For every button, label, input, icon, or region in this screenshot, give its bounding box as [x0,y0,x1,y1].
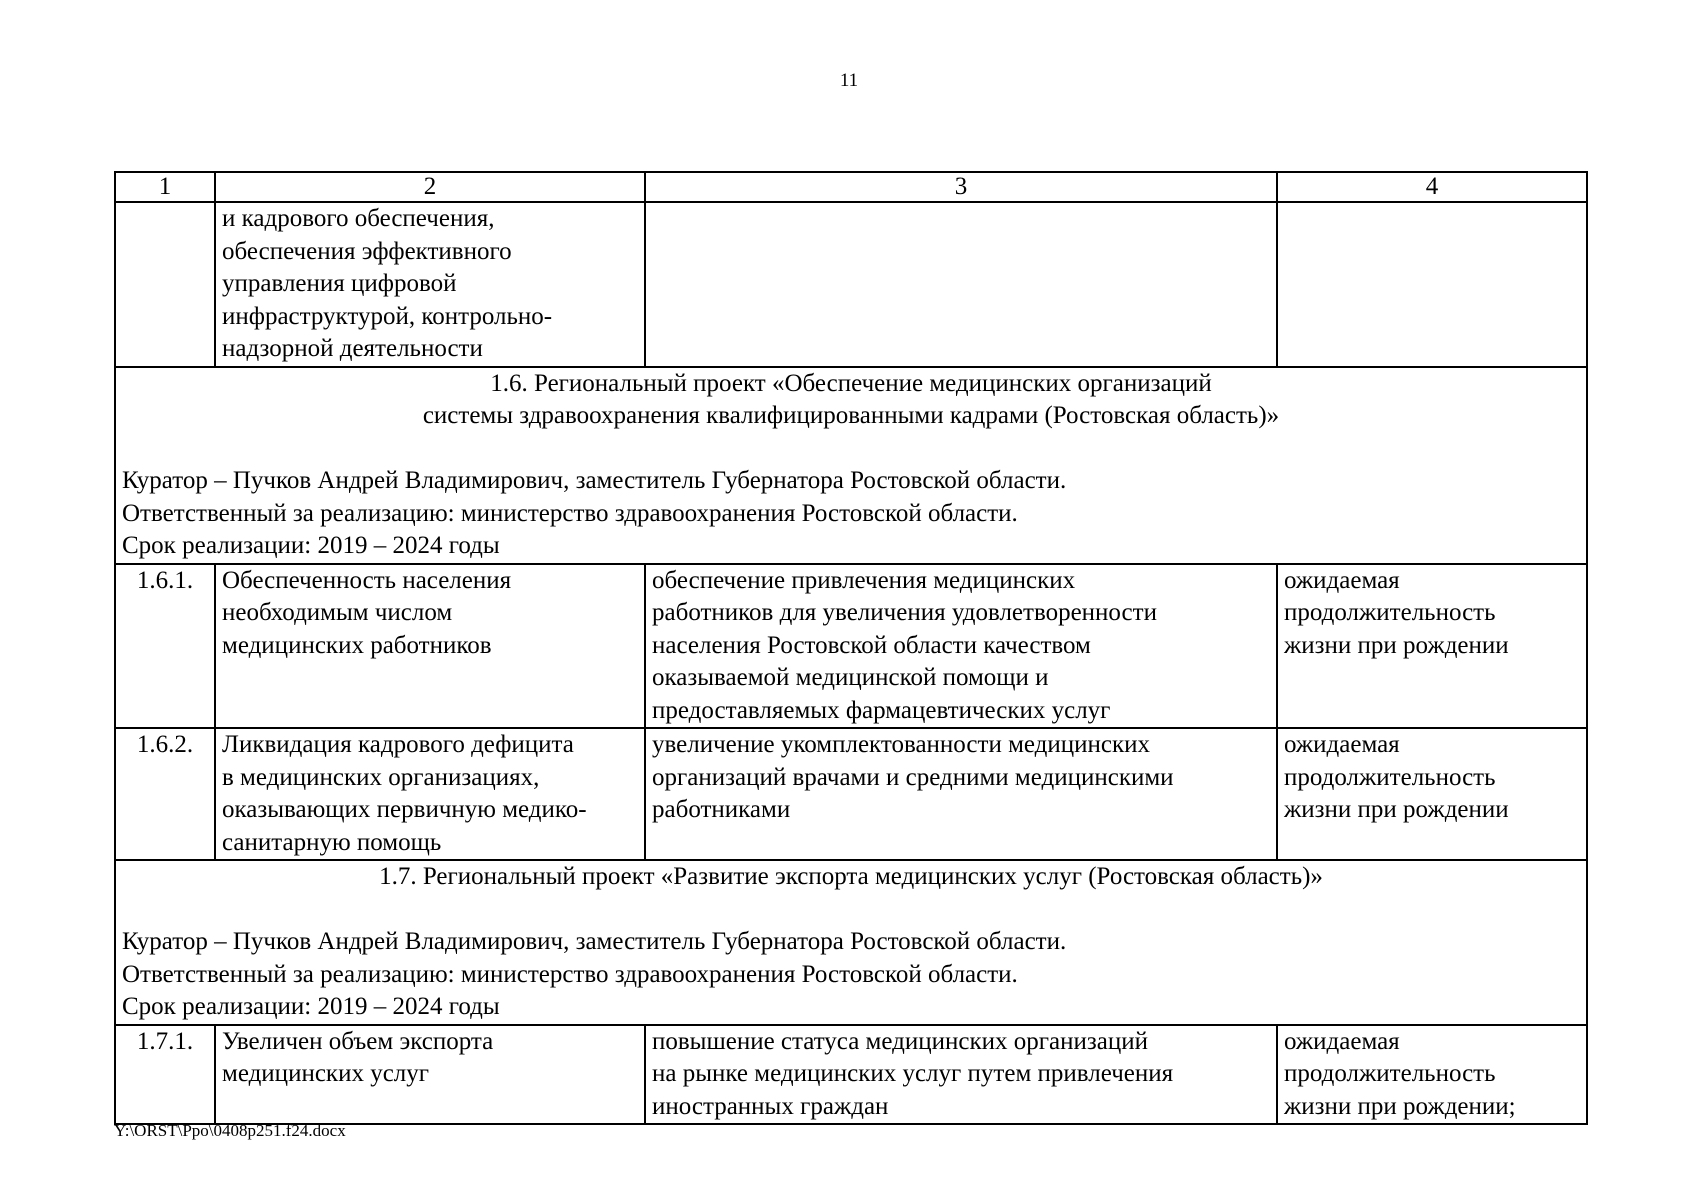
text-line: жизни при рождении [1284,796,1509,823]
description-cell [645,728,1277,860]
text-line: санитарную помощь [222,828,442,856]
responsible-text: Ответственный за реализацию: министерство здравоохранения Ростовской области. [122,960,1018,988]
table-row [115,1025,1587,1125]
number-cell: 1.6.2. [115,728,215,860]
text-line: медицинских услуг [222,1060,430,1087]
number-cell: 1.7.1. [115,1025,215,1125]
text-line: продолжительность [1284,763,1496,791]
indicator-cell [1277,564,1587,729]
text-line: оказываемой медицинской помощи и [652,664,1049,691]
measure-name-cell [215,202,645,367]
section-cell [115,367,1587,564]
section-row-1-7 [115,860,1587,1025]
text-line: Ликвидация кадрового дефицита [222,731,574,758]
text-line: инфраструктурой, контрольно- [222,302,553,330]
text-line: необходимым числом [222,599,453,626]
header-cell: 3 [645,172,1277,202]
measure-name-cell [215,564,645,729]
header-cell: 2 [215,172,645,202]
table-row [115,564,1587,729]
text-line: работниками [652,796,791,823]
responsible-text: Ответственный за реализацию: министерство здравоохранения Ростовской области. [122,499,1018,527]
section-row-1-6 [115,367,1587,564]
text-line: обеспечения эффективного [222,237,512,265]
measure-name-cell [215,1025,645,1125]
text-line: повышение статуса медицинских организаций [652,1027,1148,1055]
section-cell [115,860,1587,1025]
number-cell [115,202,215,367]
text-line: иностранных граждан [652,1092,889,1120]
text-line: ожидаемая [1284,731,1400,758]
text-line: организаций врачами и средними медицинскими [652,763,1174,791]
section-title: 1.6. Региональный проект «Обеспечение медицинских организаций [490,369,1212,397]
text-line: управления цифровой [222,270,457,297]
text-line: Увеличен объем экспорта [222,1027,494,1055]
text-line: ожидаемая [1284,1027,1400,1055]
text-line: в медицинских организациях, [222,763,540,791]
text-line: надзорной деятельности [222,335,483,362]
text-line: жизни при рождении [1284,631,1509,659]
table-row [115,202,1587,367]
text-line: продолжительность [1284,1060,1496,1087]
text-line: продолжительность [1284,599,1496,626]
description-cell [645,1025,1277,1125]
measures-table [114,171,1588,1125]
table-row [115,728,1587,860]
text-line: оказывающих первичную медико- [222,796,587,823]
text-line: предоставляемых фармацевтических услуг [652,696,1111,724]
term-text: Срок реализации: 2019 – 2024 годы [122,532,500,559]
term-text: Срок реализации: 2019 – 2024 годы [122,993,500,1020]
measure-name-cell [215,728,645,860]
page-number: 11 [839,70,859,91]
description-cell [645,202,1277,367]
text-line: жизни при рождении; [1284,1092,1516,1120]
spacer [122,894,1580,927]
section-title: системы здравоохранения квалифицированными кадрами (Ростовская область)» [422,402,1280,429]
text-line: увеличение укомплектованности медицинских [652,731,1151,758]
text-line: работников для увеличения удовлетворенности [652,599,1157,626]
text-line: и кадрового обеспечения, [222,205,495,232]
curator-text: Куратор – Пучков Андрей Владимирович, заместитель Губернатора Ростовской области. [122,928,1067,955]
curator-text: Куратор – Пучков Андрей Владимирович, заместитель Губернатора Ростовской области. [122,467,1067,494]
spacer [122,433,1580,466]
file-path-footer: Y:\ORST\Ppo\0408p251.f24.docx [114,1121,346,1140]
text-line: ожидаемая [1284,566,1400,594]
section-title: 1.7. Региональный проект «Развитие экспорта медицинских услуг (Ростовская область)» [379,863,1323,890]
header-cell: 4 [1277,172,1587,202]
indicator-cell [1277,728,1587,860]
text-line: медицинских работников [222,631,492,659]
text-line: Обеспеченность населения [222,566,512,594]
number-cell: 1.6.1. [115,564,215,729]
text-line: на рынке медицинских услуг путем привлечения [652,1060,1174,1087]
table-header-row [115,172,1587,202]
indicator-cell [1277,202,1587,367]
text-line: населения Ростовской области качеством [652,631,1091,659]
text-line: обеспечение привлечения медицинских [652,566,1076,594]
description-cell [645,564,1277,729]
header-cell: 1 [115,172,215,202]
indicator-cell [1277,1025,1587,1125]
